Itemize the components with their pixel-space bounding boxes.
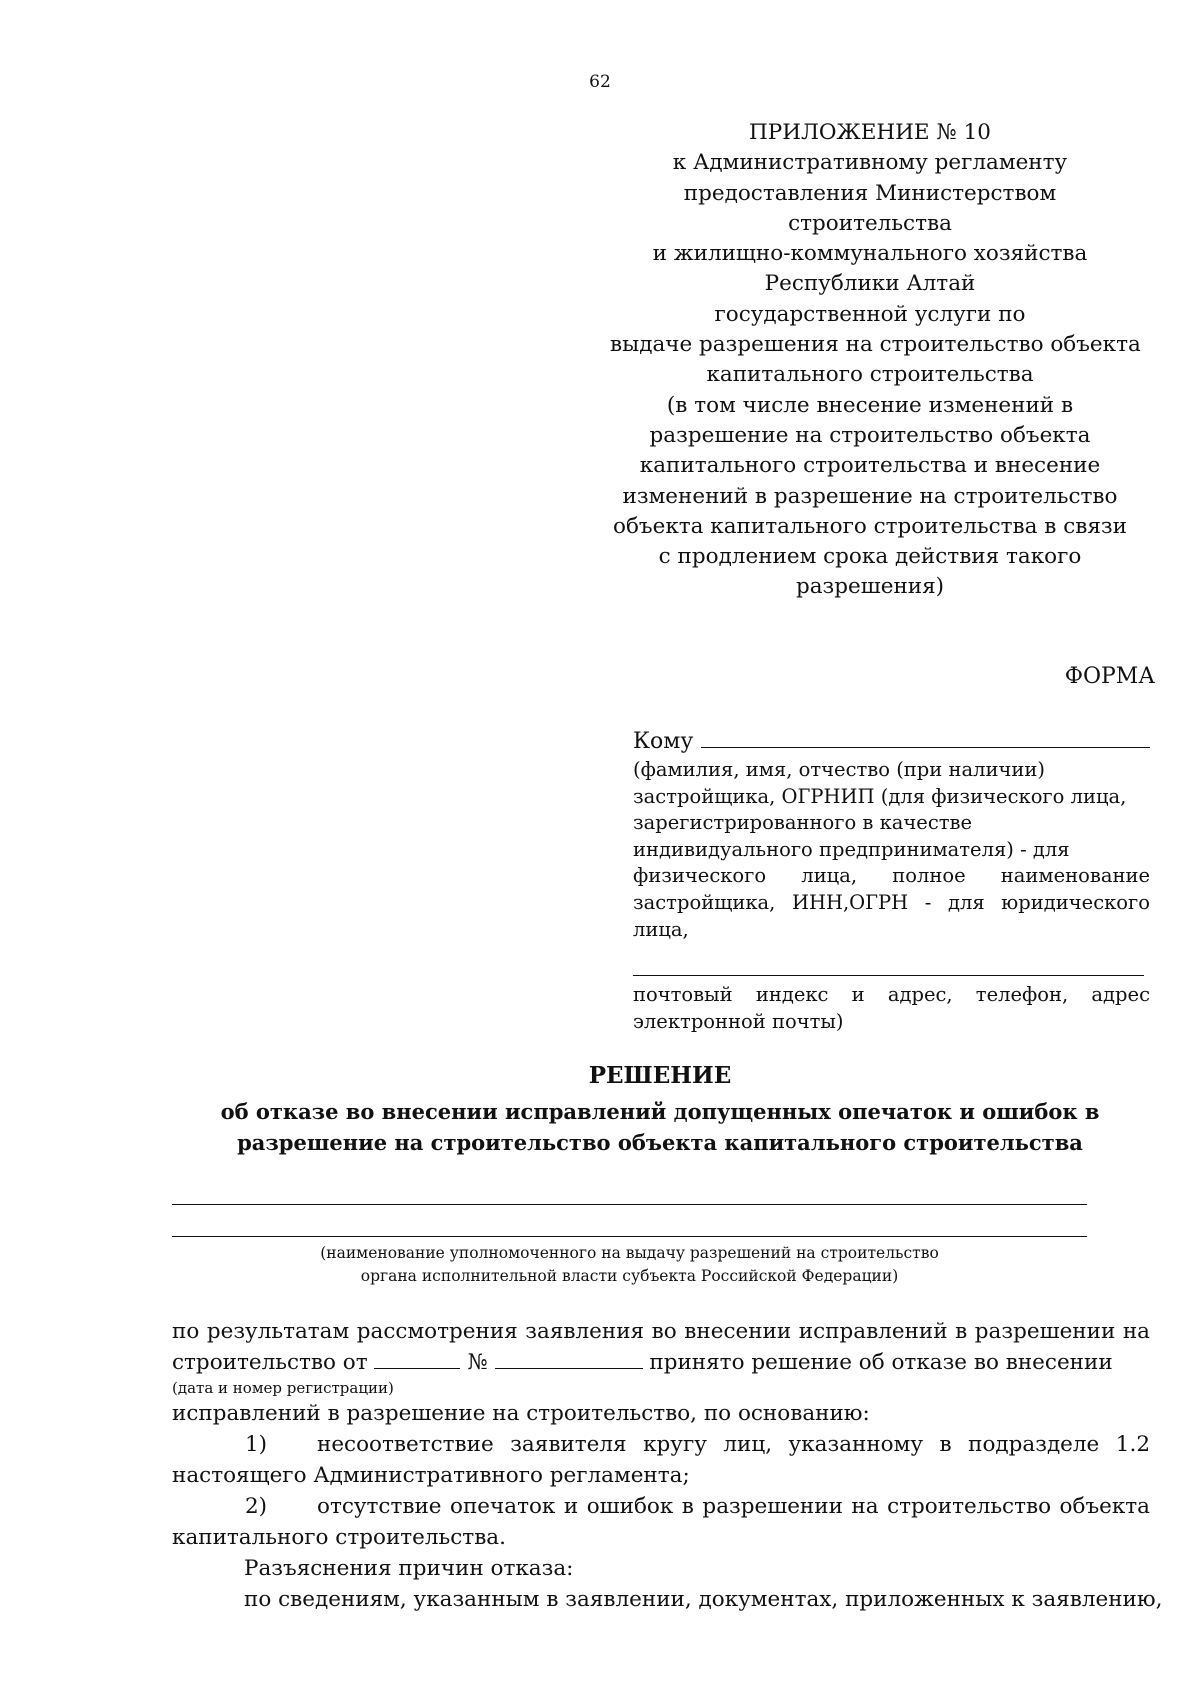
body-line: настоящего Административного регламента; bbox=[172, 1463, 690, 1488]
address-caption: почтовый индекс и адрес, телефон, адрес bbox=[633, 983, 1150, 1007]
recipient-name-field[interactable] bbox=[701, 725, 1150, 748]
date-caption: (дата и номер регистрации) bbox=[172, 1379, 394, 1397]
body-text: принято решение об отказе во внесении bbox=[649, 1350, 1113, 1375]
list-item bbox=[172, 1429, 1150, 1460]
annex-line: предоставления Министерством bbox=[683, 180, 1057, 206]
decision-subtitle-line: разрешение на строительство объекта капитального строительства bbox=[237, 1130, 1083, 1155]
annex-line: капитального строительства и внесение bbox=[639, 453, 1101, 479]
recipient-caption: зарегистрированного в качестве bbox=[633, 811, 973, 835]
annex-line: разрешения) bbox=[795, 574, 945, 600]
annex-line: объекта капитального строительства в связи bbox=[613, 513, 1127, 539]
annex-line: строительства bbox=[788, 210, 952, 236]
annex-line: ПРИЛОЖЕНИЕ № 10 bbox=[749, 120, 991, 145]
item-text: отсутствие опечаток и ошибок в разрешении на строительство объекта bbox=[317, 1494, 1150, 1519]
list-item bbox=[172, 1491, 1150, 1522]
body-line: капитального строительства. bbox=[172, 1525, 506, 1550]
annex-line: к Административному регламенту bbox=[672, 150, 1068, 176]
annex-line: (в том числе внесение изменений в bbox=[666, 392, 1074, 418]
annex-line: изменений в разрешение на строительство bbox=[622, 483, 1118, 509]
recipient-caption: застройщика, ИНН,ОГРН - для юридического bbox=[633, 890, 1150, 914]
decision-subtitle-line: об отказе во внесении исправлений допущенных опечаток и ошибок в bbox=[220, 1099, 1100, 1124]
decision-subtitle bbox=[0, 1096, 1200, 1158]
number-sign: № bbox=[467, 1350, 488, 1375]
recipient-caption: застройщика, ОГРНИП (для физического лица, bbox=[633, 784, 1127, 808]
recipient-caption: (фамилия, имя, отчество (при наличии) bbox=[633, 758, 1045, 781]
authority-caption-line: (наименование уполномоченного на выдачу разрешений на строительство bbox=[320, 1244, 939, 1262]
recipient-line bbox=[633, 725, 1150, 757]
recipient-address-field[interactable] bbox=[633, 945, 1144, 976]
authority-name-field-2[interactable] bbox=[172, 1236, 1087, 1237]
to-label: Кому bbox=[633, 729, 694, 754]
form-label: ФОРМА bbox=[1064, 664, 1155, 689]
recipient-caption: физического лица, полное наименование bbox=[633, 864, 1150, 888]
application-date-field[interactable] bbox=[374, 1348, 460, 1369]
application-number-field[interactable] bbox=[495, 1348, 643, 1369]
annex-line: и жилищно-коммунального хозяйства bbox=[652, 241, 1088, 267]
explanation-label: Разъяснения причин отказа: bbox=[244, 1556, 574, 1581]
annex-header bbox=[610, 118, 1141, 603]
annex-line: Республики Алтай bbox=[764, 271, 976, 297]
annex-line: с продлением срока действия такого bbox=[658, 544, 1082, 570]
body-line: исправлений в разрешение на строительство, по основанию: bbox=[172, 1401, 870, 1426]
item-text: несоответствие заявителя кругу лиц, указанному в подразделе 1.2 bbox=[317, 1432, 1150, 1457]
recipient-caption: индивидуального предпринимателя) - для bbox=[633, 837, 1070, 861]
authority-caption bbox=[172, 1242, 1087, 1288]
annex-line: государственной услуги по bbox=[714, 301, 1026, 327]
item-number: 2) bbox=[245, 1494, 268, 1519]
decision-title: РЕШЕНИЕ bbox=[588, 1062, 732, 1089]
body-line bbox=[172, 1347, 1150, 1378]
recipient-caption: лица, bbox=[633, 917, 689, 941]
annex-line: разрешение на строительство объекта bbox=[649, 422, 1091, 448]
authority-caption-line: органа исполнительной власти субъекта Российской Федерации) bbox=[360, 1267, 899, 1285]
body-text: строительство от bbox=[172, 1350, 368, 1375]
annex-line: капитального строительства bbox=[706, 362, 1034, 388]
annex-line: выдаче разрешения на строительство объекта bbox=[610, 332, 1141, 358]
page-number: 62 bbox=[589, 72, 611, 92]
body-line: по сведениям, указанным в заявлении, документах, приложенных к заявлению, bbox=[244, 1587, 1163, 1612]
authority-name-field[interactable] bbox=[172, 1204, 1087, 1205]
address-caption: электронной почты) bbox=[633, 1009, 844, 1033]
recipient-block bbox=[633, 725, 1150, 1035]
decision-body bbox=[172, 1316, 1163, 1615]
item-number: 1) bbox=[245, 1432, 268, 1457]
body-line: по результатам рассмотрения заявления во внесении исправлений в разрешении на bbox=[172, 1319, 1150, 1344]
